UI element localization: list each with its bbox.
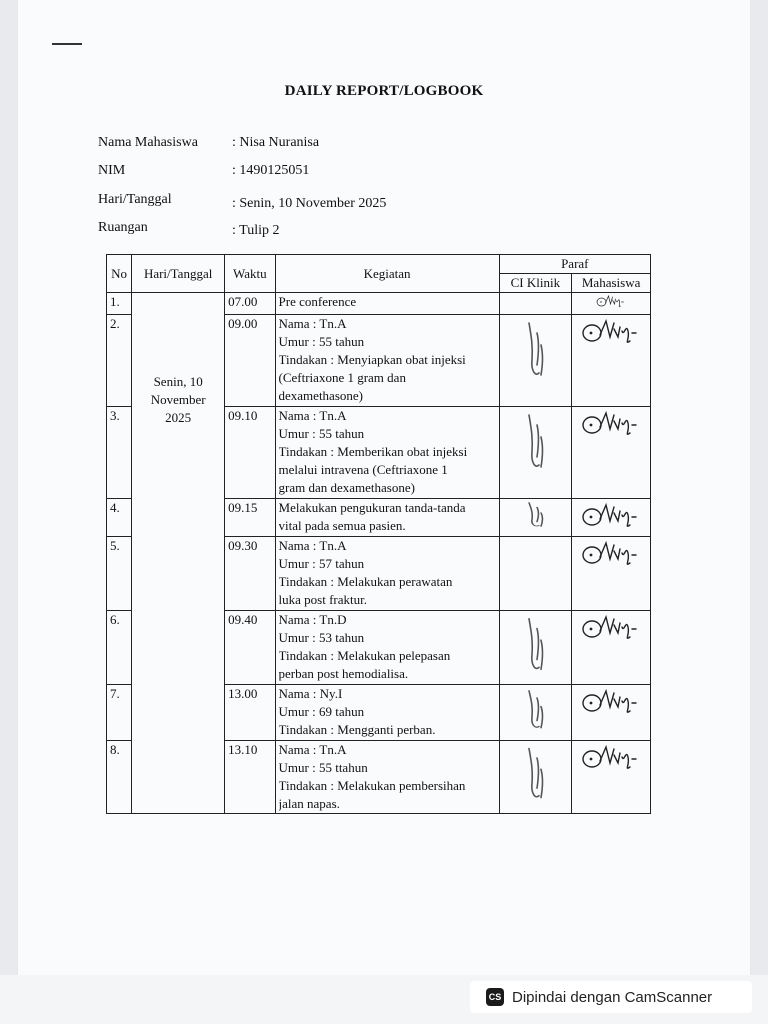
date-line: November xyxy=(150,392,206,407)
row-number: 1. xyxy=(107,293,132,315)
info-label: Ruangan xyxy=(98,220,148,235)
activity-line: Tindakan : Menyiapkan obat injeksi xyxy=(278,352,466,367)
mahasiswa-signature-icon xyxy=(580,407,642,439)
header-waktu: Waktu xyxy=(225,255,275,293)
time-cell: 13.10 xyxy=(225,741,275,814)
time-cell: 09.40 xyxy=(225,611,275,685)
date-cell xyxy=(132,293,225,814)
ci-klinik-signature-cell xyxy=(499,741,572,814)
mahasiswa-signature-icon xyxy=(580,611,642,643)
mahasiswa-signature-icon xyxy=(580,537,642,569)
mahasiswa-signature-cell xyxy=(572,315,651,407)
logbook-table xyxy=(106,254,651,814)
activity-line: Nama : Tn.A xyxy=(278,408,347,423)
row-number: 2. xyxy=(107,315,132,407)
mahasiswa-signature-cell xyxy=(572,407,651,499)
activity-line: Nama : Tn.D xyxy=(278,612,347,627)
info-label: NIM xyxy=(98,163,126,178)
ci-klinik-signature-icon xyxy=(515,315,555,385)
activity-line: Nama : Tn.A xyxy=(278,316,347,331)
camscanner-watermark xyxy=(470,981,752,1013)
info-value: : Tulip 2 xyxy=(232,223,280,238)
activity-line: Melakukan pengukuran tanda-tanda xyxy=(278,500,466,515)
activity-line: Tindakan : Memberikan obat injeksi xyxy=(278,444,468,459)
activity-line: Tindakan : Melakukan perawatan xyxy=(278,574,453,589)
activity-cell xyxy=(275,315,499,407)
header-kegiatan: Kegiatan xyxy=(275,255,499,293)
row-number: 4. xyxy=(107,499,132,537)
row-number: 3. xyxy=(107,407,132,499)
ci-klinik-signature-icon xyxy=(515,741,555,807)
activity-line: gram dan dexamethasone) xyxy=(278,480,415,495)
mahasiswa-signature-cell xyxy=(572,611,651,685)
activity-cell xyxy=(275,685,499,741)
time-cell: 13.00 xyxy=(225,685,275,741)
ci-klinik-signature-cell xyxy=(499,293,572,315)
activity-cell xyxy=(275,537,499,611)
date-line: 2025 xyxy=(165,410,192,425)
activity-cell xyxy=(275,293,499,315)
header-paraf: Paraf xyxy=(499,255,650,274)
info-value: : Senin, 10 November 2025 xyxy=(232,196,387,211)
activity-line: Tindakan : Melakukan pelepasan xyxy=(278,648,451,663)
activity-line: Nama : Tn.A xyxy=(278,538,347,553)
ci-klinik-signature-cell xyxy=(499,685,572,741)
activity-line: dexamethasone) xyxy=(278,388,363,403)
mahasiswa-signature-icon xyxy=(580,685,642,717)
activity-line: jalan napas. xyxy=(278,796,340,811)
activity-line: Nama : Ny.I xyxy=(278,686,343,701)
document-title: DAILY REPORT/LOGBOOK xyxy=(284,83,484,99)
header-mahasiswa: Mahasiswa xyxy=(572,274,651,293)
activity-cell xyxy=(275,741,499,814)
activity-line: melalui intravena (Ceftriaxone 1 xyxy=(278,462,448,477)
activity-cell xyxy=(275,407,499,499)
activity-line: vital pada semua pasien. xyxy=(278,518,406,533)
row-number: 8. xyxy=(107,741,132,814)
mahasiswa-signature-cell xyxy=(572,685,651,741)
mahasiswa-signature-cell xyxy=(572,293,651,315)
ci-klinik-signature-cell xyxy=(499,537,572,611)
mahasiswa-signature-cell xyxy=(572,499,651,537)
info-value: : Nisa Nuranisa xyxy=(232,135,320,150)
header-ci-klinik: CI Klinik xyxy=(499,274,572,293)
ci-klinik-signature-cell xyxy=(499,611,572,685)
activity-line: Umur : 55 ttahun xyxy=(278,760,368,775)
activity-line: Nama : Tn.A xyxy=(278,742,347,757)
mahasiswa-signature-icon xyxy=(580,741,642,773)
activity-cell xyxy=(275,611,499,685)
time-cell: 07.00 xyxy=(225,293,275,315)
mahasiswa-signature-icon xyxy=(580,293,642,309)
activity-cell xyxy=(275,499,499,537)
camscanner-logo-icon: CS xyxy=(486,988,504,1006)
activity-line: Umur : 57 tahun xyxy=(278,556,365,571)
mahasiswa-signature-cell xyxy=(572,741,651,814)
activity-line: Tindakan : Melakukan pembersihan xyxy=(278,778,466,793)
header-no: No xyxy=(107,255,132,293)
row-number: 5. xyxy=(107,537,132,611)
mahasiswa-signature-cell xyxy=(572,537,651,611)
activity-line: Pre conference xyxy=(278,294,357,309)
time-cell: 09.30 xyxy=(225,537,275,611)
ci-klinik-signature-icon xyxy=(515,499,555,531)
info-label: Hari/Tanggal xyxy=(98,192,172,207)
row-number: 7. xyxy=(107,685,132,741)
corner-mark xyxy=(52,43,82,45)
ci-klinik-signature-icon xyxy=(515,685,555,735)
activity-line: luka post fraktur. xyxy=(278,592,367,607)
mahasiswa-signature-icon xyxy=(580,499,642,531)
header-hari: Hari/Tanggal xyxy=(132,255,225,293)
activity-line: perban post hemodialisa. xyxy=(278,666,409,681)
row-number: 6. xyxy=(107,611,132,685)
time-cell: 09.00 xyxy=(225,315,275,407)
date-line: Senin, 10 xyxy=(153,374,203,389)
mahasiswa-signature-icon xyxy=(580,315,642,347)
activity-line: Umur : 55 tahun xyxy=(278,426,365,441)
ci-klinik-signature-cell xyxy=(499,315,572,407)
ci-klinik-signature-icon xyxy=(515,611,555,679)
table-row xyxy=(107,293,651,315)
ci-klinik-signature-icon xyxy=(515,407,555,477)
ci-klinik-signature-cell xyxy=(499,499,572,537)
activity-line: Umur : 55 tahun xyxy=(278,334,365,349)
activity-line: Umur : 69 tahun xyxy=(278,704,365,719)
activity-line: (Ceftriaxone 1 gram dan xyxy=(278,370,406,385)
time-cell: 09.10 xyxy=(225,407,275,499)
activity-line: Umur : 53 tahun xyxy=(278,630,365,645)
activity-line: Tindakan : Mengganti perban. xyxy=(278,722,436,737)
camscanner-text: Dipindai dengan CamScanner xyxy=(512,988,713,1006)
info-label: Nama Mahasiswa xyxy=(98,135,198,150)
time-cell: 09.15 xyxy=(225,499,275,537)
info-value: : 1490125051 xyxy=(232,163,310,178)
ci-klinik-signature-cell xyxy=(499,407,572,499)
